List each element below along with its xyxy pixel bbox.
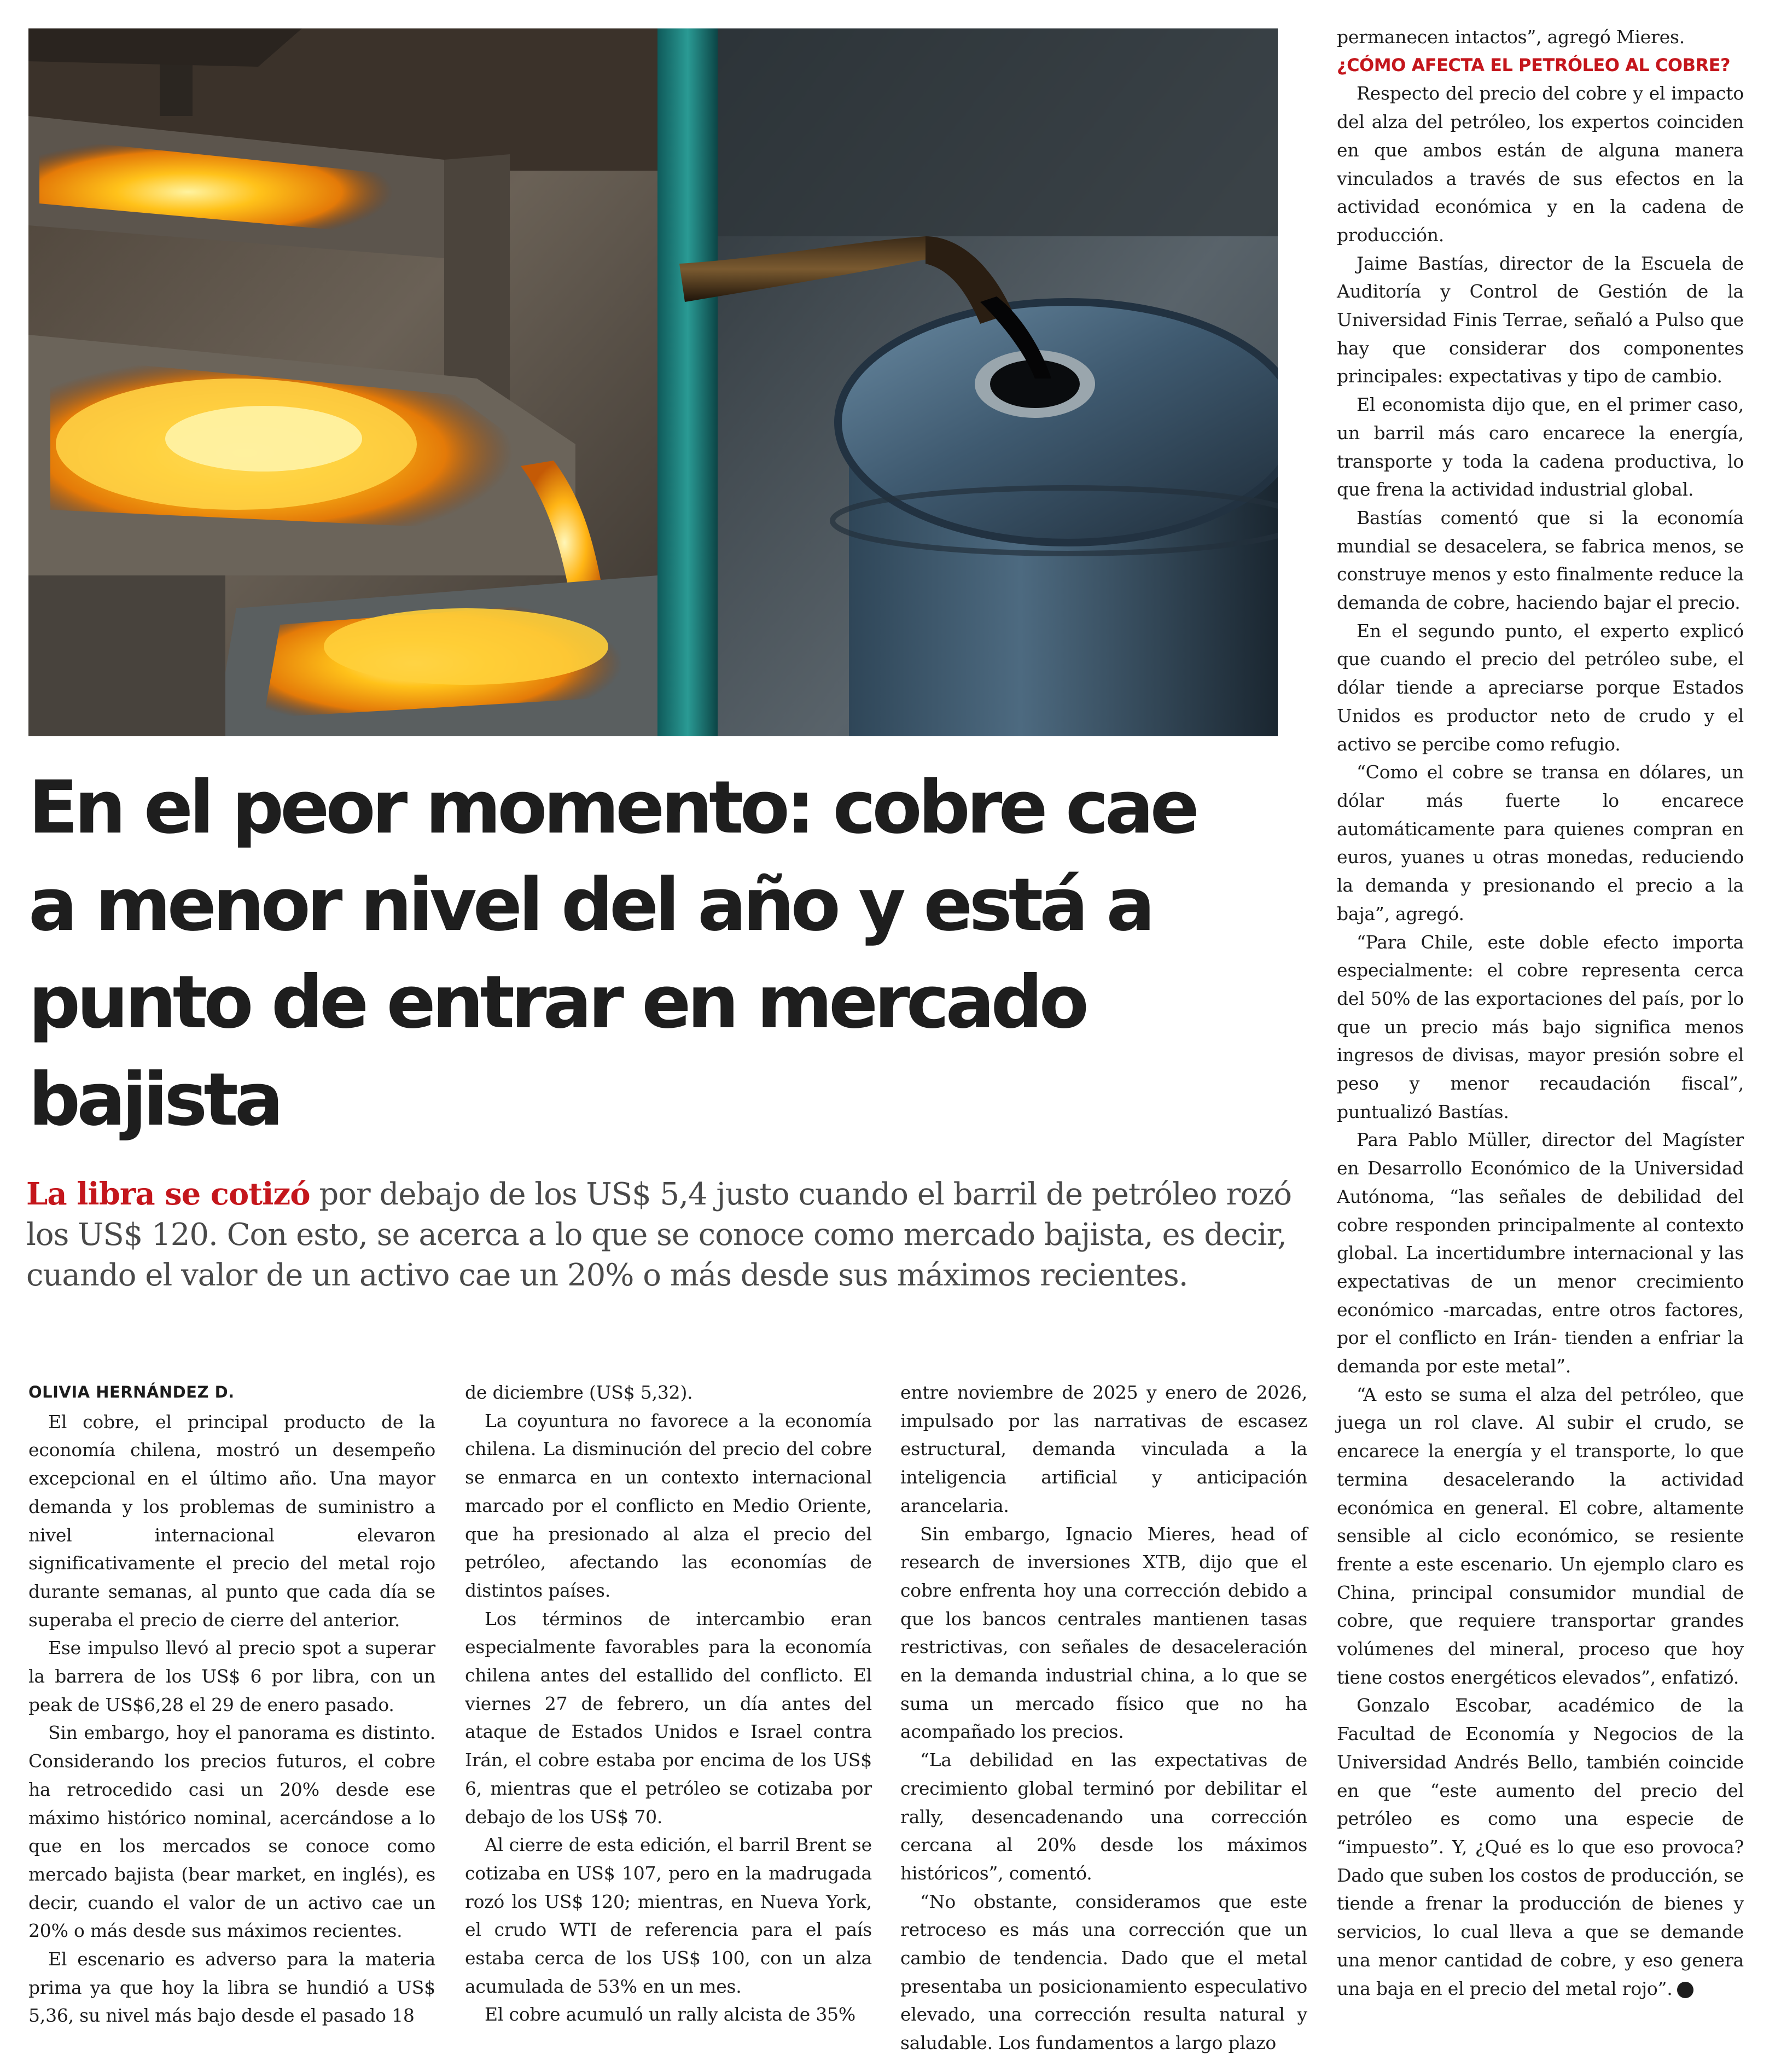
paragraph: “A esto se suma el alza del petróleo, que juega un rol clave. Al subir el crudo, se encarece la energía y el transporte, lo que termina desacelerando la actividad económica en general. El cobre, altamente sensible al ciclo económico, se resiente frente a este escenario. Un ejemplo claro es China, principal consumidor mundial de cobre, que requiere transportar grandes volúmenes del mineral, proceso que hoy tiene costos energéticos elevados”, enfatizó. — [1337, 1383, 1744, 1688]
paragraph: Respecto del precio del cobre y el impacto del alza del petróleo, los expertos coinciden en que ambos están de alguna manera vinculados a través de sus efectos en la actividad económica y en la cadena de producción. — [1337, 83, 1744, 246]
paragraph: El cobre acumuló un rally alcista de 35% — [485, 2004, 856, 2026]
lede-text: por debajo de los US$ 5,4 justo cuando el barril de petróleo rozó los US$ 120. Con esto, se acerca a lo que se conoce como mercado bajista, es decir, cuando el valor de un activo cae un 20% o más desde sus máximos recientes. — [26, 1177, 1292, 1293]
paragraph: Sin embargo, Ignacio Mieres, head of research de inversiones XTB, dijo que el cobre enfrenta hoy una corrección debido a que los bancos centrales mantienen tasas restrictivas, con señales de desaceleración en la demanda industrial china, a lo que se suma un mercado físico que no ha acompañado los precios. — [900, 1523, 1307, 1743]
paragraph: El economista dijo que, en el primer caso, un barril más caro encarece la energía, transporte y toda la cadena productiva, lo que frena la actividad industrial global. — [1337, 394, 1744, 500]
column-3 — [900, 1378, 1307, 2057]
paragraph: Jaime Bastías, director de la Escuela de Auditoría y Control de Gestión de la Universidad Finis Terrae, señaló a Pulso que hay que considerar dos componentes principales: expectativas y tipo de cambio. — [1337, 252, 1744, 387]
paragraph-text: Gonzalo Escobar, académico de la Facultad de Economía y Negocios de la Universidad Andrés Bello, también coincide en que “este aumento del precio del petróleo es como una especie de “impuesto”. Y, ¿Qué es lo que eso provoca? Dado que suben los costos de producción, se tiende a frenar la producción de bienes y servicios, lo cual lleva a que se demande una menor cantidad de cobre, y eso genera una baja en el precio del metal rojo”. — [1337, 1695, 1744, 1999]
lede-kicker: La libra se cotizó — [26, 1176, 310, 1212]
byline: OLIVIA HERNÁNDEZ D. — [28, 1383, 235, 1401]
paragraph: Al cierre de esta edición, el barril Brent se cotizaba en US$ 107, pero en la madrugada rozó los US$ 120; mientras, en Nueva York, el crudo WTI de referencia para el país estaba cerca de los US$ 100, con un alza acumulada de 53% en un mes. — [465, 1834, 872, 1997]
paragraph: “La debilidad en las expectativas de crecimiento global terminó por debilitar el rally, desencadenando una corrección cercana al 20% desde los máximos históricos”, comentó. — [900, 1749, 1307, 1884]
column-2 — [465, 1378, 872, 2029]
headline: En el peor momento: cobre cae a menor nivel del año y está a punto de entrar en mercado bajista — [28, 766, 1196, 1142]
paragraph: Bastías comentó que si la economía mundial se desacelera, se fabrica menos, se construye menos y esto finalmente reduce la demanda de cobre, haciendo bajar el precio. — [1337, 507, 1744, 614]
paragraph: “Como el cobre se transa en dólares, un dólar más fuerte lo encarece automáticamente para quienes compran en euros, yuanes u otras monedas, reduciendo la demanda y presionando el precio a la baja”, agregó. — [1337, 761, 1744, 924]
paragraph-continuation: entre noviembre de 2025 y enero de 2026, impulsado por las narrativas de escasez estructural, demanda vinculada a la inteligencia artificial y anticipación arancelaria. — [900, 1382, 1307, 1516]
paragraph: El cobre, el principal producto de la economía chilena, mostró un desempeño excepcional en el último año. Una mayor demanda y los problemas de suministro a nivel internacional elevaron significativamente el precio del metal rojo durante semanas, al punto que cada día se superaba el precio de cierre del anterior. — [28, 1411, 435, 1631]
article-photo — [28, 28, 1278, 736]
lede — [26, 1174, 1301, 1296]
paragraph: El escenario es adverso para la materia prima ya que hoy la libra se hundió a US$ 5,36, su nivel más bajo desde el pasado 18 — [28, 1948, 435, 2027]
end-mark-icon: P — [1677, 1982, 1693, 1998]
paragraph-continuation: permanecen intactos”, agregó Mieres. — [1337, 26, 1685, 48]
paragraph: Ese impulso llevó al precio spot a superar la barrera de los US$ 6 por libra, con un peak de US$6,28 el 29 de enero pasado. — [28, 1637, 435, 1715]
paragraph-last — [1337, 1691, 1744, 2003]
paragraph-continuation: de diciembre (US$ 5,32). — [465, 1382, 693, 1403]
subheading: ¿CÓMO AFECTA EL PETRÓLEO AL COBRE? — [1337, 54, 1731, 75]
paragraph: Para Pablo Müller, director del Magíster en Desarrollo Económico de la Universidad Autónoma, “las señales de debilidad del cobre responden principalmente al contexto global. La incertidumbre internacional y las expectativas de un menor crecimiento económico -marcadas, entre otros factores, por el conflicto en Irán- tienden a enfriar la demanda por este metal”. — [1337, 1129, 1744, 1377]
paragraph: Sin embargo, hoy el panorama es distinto. Considerando los precios futuros, el cobre ha retrocedido casi un 20% desde ese máximo histórico nominal, acercándose a lo que en los mercados se conoce como mercado bajista (bear market, en inglés), es decir, cuando el valor de un activo cae un 20% o más desde sus máximos recientes. — [28, 1722, 435, 1942]
column-4 — [1337, 23, 1744, 2003]
paragraph: Los términos de intercambio eran especialmente favorables para la economía chilena antes del estallido del conflicto. El viernes 27 de febrero, un día antes del ataque de Estados Unidos e Israel contra Irán, el cobre estaba por encima de los US$ 6, mientras que el petróleo se cotizaba por debajo de los US$ 70. — [465, 1608, 872, 1827]
paragraph: La coyuntura no favorece a la economía chilena. La disminución del precio del cobre se enmarca en un contexto internacional marcado por el conflicto en Medio Oriente, que ha presionado al alza el precio del petróleo, afectando las economías de distintos países. — [465, 1410, 872, 1601]
paragraph: “Para Chile, este doble efecto importa especialmente: el cobre representa cerca del 50% de las exportaciones del país, por lo que un precio más bajo significa menos ingresos de divisas, mayor presión sobre el peso y menor recaudación fiscal”, puntualizó Bastías. — [1337, 931, 1744, 1122]
paragraph: En el segundo punto, el experto explicó que cuando el precio del petróleo sube, el dólar tiende a apreciarse porque Estados Unidos es productor neto de crudo y el activo se percibe como refugio. — [1337, 620, 1744, 755]
column-1 — [28, 1378, 435, 2030]
paragraph: “No obstante, consideramos que este retroceso es más una corrección que un cambio de tendencia. Dado que el metal presentaba un posicionamiento especulativo elevado, una corrección resulta natural y saludable. Los fundamentos a largo plazo — [900, 1890, 1307, 2054]
